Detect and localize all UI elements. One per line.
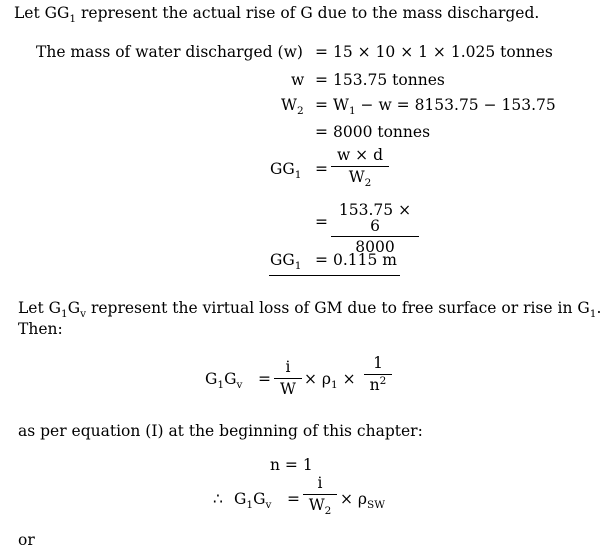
or-text: or	[18, 531, 35, 549]
equals-sign: =	[287, 490, 300, 508]
then-text: Then:	[18, 320, 63, 338]
therefore-symbol: ∴	[213, 490, 223, 508]
i-over-W-fraction: i W	[274, 360, 302, 397]
W2-expression: $W_1 - w = 8153.75 - 153.75$	[333, 96, 556, 117]
equals-sign: =	[315, 43, 328, 61]
equals-sign: =	[315, 123, 328, 141]
GG1-symbol: $GG_1$	[270, 160, 302, 181]
equals-sign: =	[315, 71, 328, 89]
GG1-result-value: 0.115 m	[333, 251, 397, 269]
equation-reference-sentence: as per equation (I) at the beginning of this chapter:	[18, 422, 423, 440]
GG1-formula-fraction: w × d $W_2$	[331, 148, 389, 185]
equals-sign: =	[315, 96, 328, 114]
G1Gv-symbol: $G_1G_v$	[234, 490, 272, 511]
w-symbol: w	[291, 71, 305, 89]
equals-sign: =	[258, 370, 271, 388]
w-value: 153.75 tonnes	[333, 71, 445, 89]
GG1-substituted-fraction: 153.75 × 6 8000	[331, 203, 419, 256]
mass-discharged-expression: 15 × 10 × 1 × 1.025 tonnes	[333, 43, 553, 61]
equals-sign: =	[315, 160, 328, 178]
intro-sentence: Let $GG_1$ represent the actual rise of G due to the mass discharged.	[14, 4, 540, 25]
one-over-n-squared-fraction: 1 $n^2$	[364, 356, 392, 393]
times-rho-sw: × $\rho_{SW}$	[340, 490, 386, 511]
equals-sign: =	[315, 251, 328, 269]
W2-symbol: $W_2$	[281, 96, 304, 117]
equals-sign: =	[315, 213, 328, 231]
W2-value: 8000 tonnes	[333, 123, 431, 141]
mass-discharged-label: The mass of water discharged (w)	[36, 43, 303, 61]
times-rho1: × $\rho_1$ ×	[304, 370, 356, 391]
G1Gv-symbol: $G_1G_v$	[205, 370, 243, 391]
i-over-W2-fraction: i $W_2$	[303, 476, 337, 513]
free-surface-sentence: Let $G_1G_v$ represent the virtual loss of GM due to free surface or rise in $G_1$.	[18, 299, 601, 320]
n-equals-one: n = 1	[270, 456, 313, 474]
GG1-result-symbol: $GG_1$	[270, 251, 302, 272]
result-underline	[269, 275, 400, 276]
